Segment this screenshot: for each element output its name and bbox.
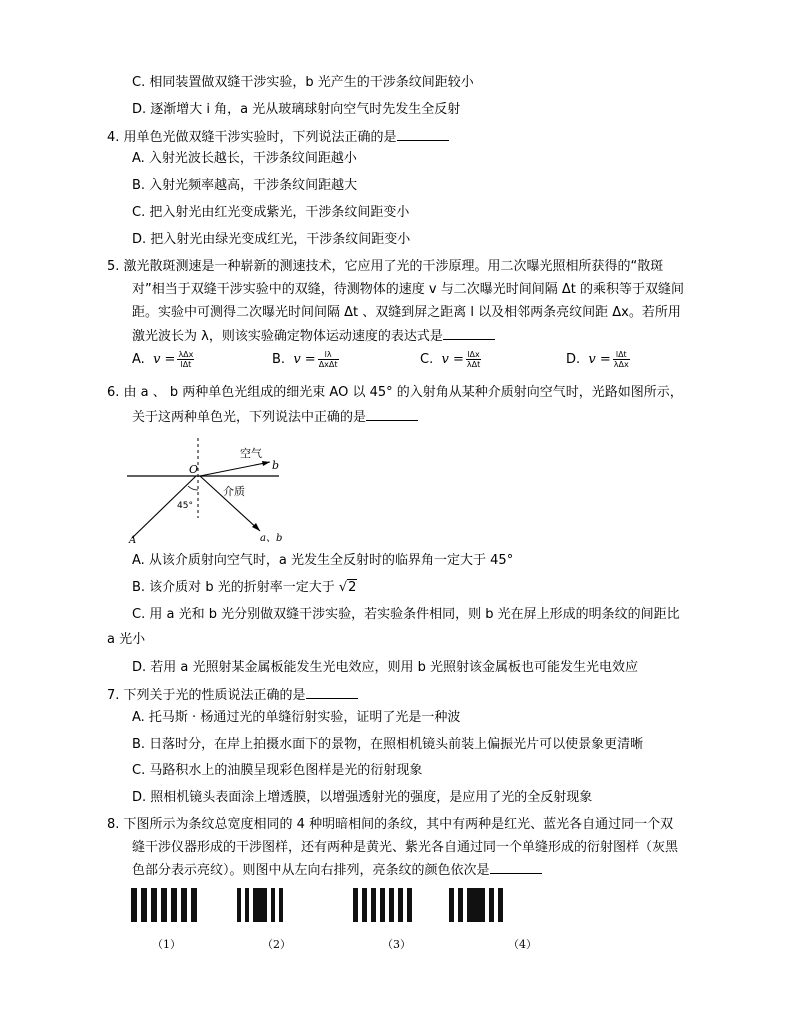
q4-option-d: D. 把入射光由绿光变成红光，干涉条纹间距变小 [132,232,411,247]
q6-option-c-line-2: a 光小 [107,632,146,647]
q4-stem: 4. 用单色光做双缝干涉实验时，下列说法正确的是 [107,128,449,147]
q7-option-b: B. 日落时分，在岸上拍摄水面下的景物，在照相机镜头前装上偏振光片可以使景象更清晰 [132,737,644,752]
label-angle: 45° [177,501,193,511]
q7-stem: 7. 下列关于光的性质说法正确的是 [107,686,358,705]
fraction: $\frac{\text{lΔt}}{\text{λΔx}}$ [613,350,629,369]
label-ab: a、b [260,533,283,544]
fringe-pattern-3 [353,888,412,922]
q6-line-2: 关于这两种单色光，下列说法中正确的是 [132,408,418,427]
angle-arc [188,486,198,490]
fringe-label-2: （2） [262,938,291,951]
label-medium: 介质 [223,485,245,498]
q3-option-c: C. 相同装置做双缝干涉实验，b 光产生的干涉条纹间距较小 [132,75,474,90]
q8-line-3: 色部分表示亮纹）。则图中从左向右排列，亮条纹的颜色依次是 [132,861,542,880]
q6-option-a: A. 从该介质射向空气时，a 光发生全反射时的临界角一定大于 45° [132,553,514,568]
fraction: $\frac{\text{lΔx}}{\text{λΔt}}$ [466,350,481,369]
fringe-pattern-1 [131,888,197,922]
refraction-diagram [127,432,297,544]
q5-option-c: C. v = $\frac{\text{lΔx}}{\text{λΔt}}$ [420,350,481,369]
fringe-label-3: （3） [382,938,411,951]
q6-line-1: 6. 由 a 、 b 两种单色光组成的细光束 AO 以 45° 的入射角从某种介质射向空气时，光路如图所示， [107,385,683,400]
q4-option-a: A. 入射光波长越长，干涉条纹间距越小 [132,151,357,166]
q6-option-b: B. 该介质对 b 光的折射率一定大于 √2 [132,580,357,595]
fraction: $\frac{l\lambda}{\text{ΔxΔt}}$ [318,350,338,369]
q7-option-a: A. 托马斯 · 杨通过光的单缝衍射实验，证明了光是一种波 [132,710,461,725]
fringe-pattern-2 [237,888,283,922]
q4-option-c: C. 把入射光由红光变成紫光，干涉条纹间距变小 [132,205,410,220]
answer-blank [443,327,495,340]
q7-option-d: D. 照相机镜头表面涂上增透膜，以增强透射光的强度，是应用了光的全反射现象 [132,790,593,805]
answer-blank [490,861,542,874]
fringe-label-1: （1） [152,938,181,951]
sqrt-symbol: √2 [338,580,357,595]
label-o: O [189,463,199,476]
q6-option-c-line-1: C. 用 a 光和 b 光分别做双缝干涉实验，若实验条件相同，则 b 光在屏上形成的明条纹的间距比 [132,607,680,622]
q3-option-d: D. 逐渐增大 i 角，a 光从玻璃球射向空气时先发生全反射 [132,102,461,117]
q6-option-d: D. 若用 a 光照射某金属板能发生光电效应，则用 b 光照射该金属板也可能发生光电效应 [132,660,639,675]
label-air: 空气 [240,447,262,460]
q5-line-4: 激光波长为 λ，则该实验确定物体运动速度的表达式是 [132,327,495,346]
q8-line-2: 缝干涉仪器形成的干涉图样，还有两种是黄光、紫光各自通过同一个单缝形成的衍射图样（灰黑 [132,840,679,855]
q5-option-a: A. v = $\frac{\text{λΔx}}{\text{lΔt}}$ [132,350,194,369]
refracted-ray-b [200,462,270,476]
fringe-patterns [127,884,547,926]
q5-option-b: B. v = $\frac{l\lambda}{\text{ΔxΔt}}$ [272,350,338,369]
label-a-point: A [129,535,137,544]
q5-line-2: 对”相当于双缝干涉实验中的双缝，待测物体的速度 v 与二次曝光时间间隔 Δt 的乘积等于双缝间 [132,282,684,297]
q8-line-1: 8. 下图所示为条纹总宽度相同的 4 种明暗相间的条纹，其中有两种是红光、蓝光各自通过同一个双 [107,817,674,832]
answer-blank [397,128,449,141]
q5-line-3: 距。实验中可测得二次曝光时间间隔 Δt 、双缝到屏之距离 l 以及相邻两条亮纹间距 Δx。若所用 [132,305,681,320]
fringe-pattern-4 [449,888,503,922]
label-b: b [272,459,280,472]
fringe-label-4: （4） [508,938,537,951]
q5-option-d: D. v = $\frac{\text{lΔt}}{\text{λΔx}}$ [566,350,629,369]
q7-option-c: C. 马路积水上的油膜呈现彩色图样是光的衍射现象 [132,763,423,778]
answer-blank [366,408,418,421]
fraction: $\frac{\text{λΔx}}{\text{lΔt}}$ [178,350,194,369]
q4-option-b: B. 入射光频率越高，干涉条纹间距越大 [132,178,358,193]
answer-blank [306,686,358,699]
q5-line-1: 5. 激光散斑测速是一种崭新的测速技术，它应用了光的干涉原理。用二次曝光照相所获得的“散斑 [107,259,664,274]
